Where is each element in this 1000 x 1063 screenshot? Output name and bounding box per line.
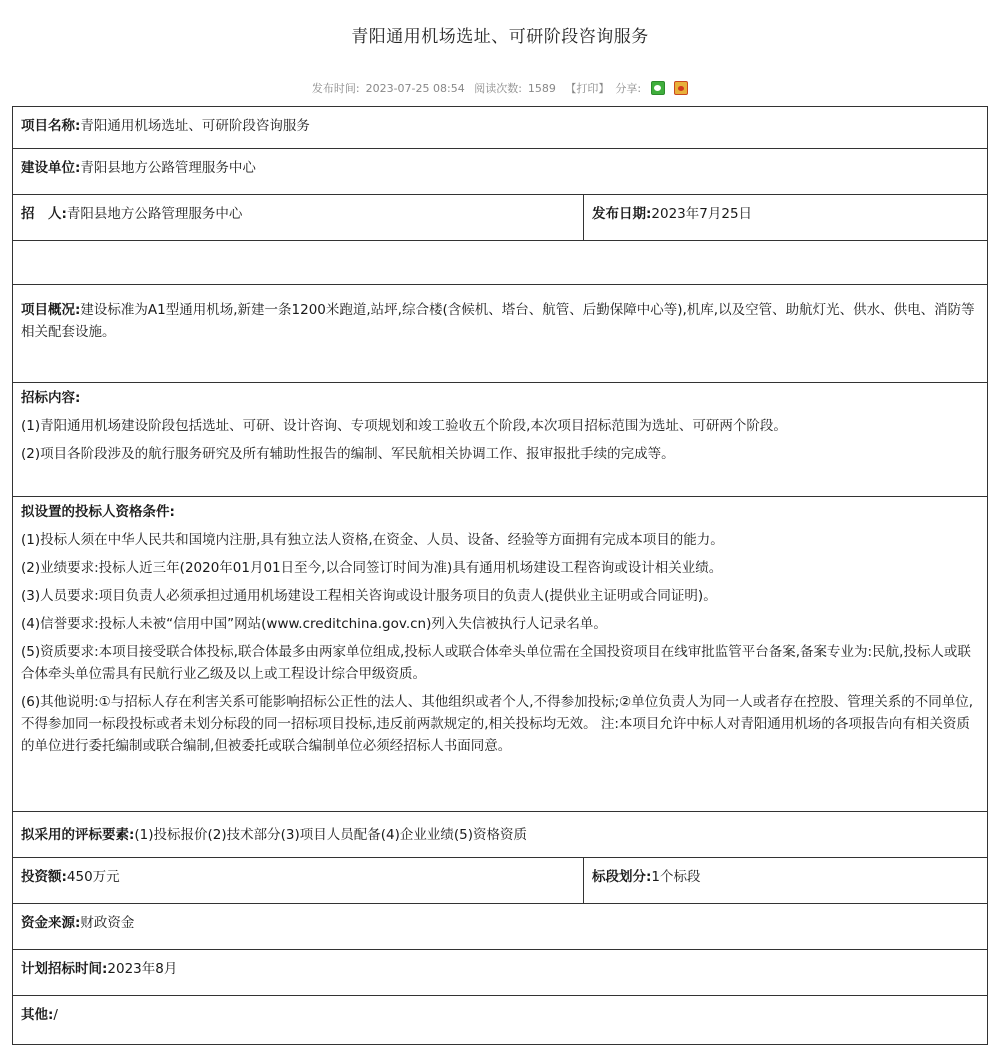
weibo-share-icon[interactable] <box>674 81 688 95</box>
wechat-share-icon[interactable] <box>651 81 665 95</box>
views-label: 阅读次数: <box>474 82 522 95</box>
row-qualification <box>13 497 987 812</box>
content-item: (2)项目各阶段涉及的航行服务研究及所有辅助性报告的编制、军民航相关协调工作、报审报批手续的完成等。 <box>21 446 675 462</box>
lots-label: 标段划分: <box>592 869 652 885</box>
row-evaluation <box>13 812 987 858</box>
publish-label: 发布时间: <box>311 82 360 95</box>
schedule-value: 2023年8月 <box>107 961 178 977</box>
print-link[interactable]: 【打印】 <box>565 82 610 95</box>
row-builder <box>13 149 987 195</box>
project-name-label: 项目名称: <box>21 118 81 134</box>
schedule-label: 计划招标时间: <box>21 961 108 977</box>
evaluation-label: 拟采用的评标要素: <box>21 827 135 843</box>
publish-time: 2023-07-25 08:54 <box>365 82 465 95</box>
row-empty <box>13 241 987 285</box>
row-overview <box>13 285 987 383</box>
publish-date-label: 发布日期: <box>592 206 652 222</box>
row-other <box>13 996 987 1044</box>
row-tenderer <box>13 195 987 241</box>
qualification-item: (5)资质要求:本项目接受联合体投标,联合体最多由两家单位组成,投标人或联合体牵头单位需在全国投资项目在线审批监管平台备案,备案专业为:民航,投标人或联合体牵头单位需具有民航行业乙级及以上或工程设计综合甲级资质。 <box>21 644 971 682</box>
other-value: / <box>53 1007 58 1023</box>
views-count: 1589 <box>527 82 556 95</box>
lots-value: 1个标段 <box>651 869 701 885</box>
project-info-table <box>12 106 988 1045</box>
overview-label: 项目概况: <box>21 302 81 318</box>
row-investment <box>13 858 987 904</box>
share-label: 分享: <box>615 82 642 95</box>
qualification-item: (6)其他说明:①与招标人存在利害关系可能影响招标公正性的法人、其他组织或者个人,不得参加投标;②单位负责人为同一人或者存在控股、管理关系的不同单位,不得参加同一标段投标或者未划分标段的同一招标项目投标,违反前两款规定的,相关投标均无效。 注:本项目允许中标人对青阳通用机场的各项报告向有相关资质的单位进行委托编制或联合编制,但被委托或联合编制单位必须经招标人书面同意。 <box>21 694 974 754</box>
builder-label: 建设单位: <box>21 160 81 176</box>
qualification-item: (3)人员要求:项目负责人必须承担过通用机场建设工程相关咨询或设计服务项目的负责人(提供业主证明或合同证明)。 <box>21 588 717 604</box>
overview-value: 建设标准为A1型通用机场,新建一条1200米跑道,站坪,综合楼(含候机、塔台、航管、后勤保障中心等),机库,以及空管、助航灯光、供水、供电、消防等相关配套设施。 <box>21 302 975 340</box>
funding-label: 资金来源: <box>21 915 81 931</box>
row-content <box>13 383 987 497</box>
qualification-item: (2)业绩要求:投标人近三年(2020年01月01日至今,以合同签订时间为准)具有通用机场建设工程咨询或设计相关业绩。 <box>21 560 723 576</box>
tenderer-label: 招 人: <box>21 206 67 222</box>
article-meta <box>0 80 1000 96</box>
qualification-item: (1)投标人须在中华人民共和国境内注册,具有独立法人资格,在资金、人员、设备、经验等方面拥有完成本项目的能力。 <box>21 532 724 548</box>
investment-label: 投资额: <box>21 869 67 885</box>
evaluation-value: (1)投标报价(2)技术部分(3)项目人员配备(4)企业业绩(5)资格资质 <box>134 827 528 843</box>
funding-value: 财政资金 <box>80 915 135 931</box>
builder-value: 青阳县地方公路管理服务中心 <box>80 160 256 176</box>
qualification-label: 拟设置的投标人资格条件: <box>21 504 175 520</box>
row-schedule <box>13 950 987 996</box>
project-name-value: 青阳通用机场选址、可研阶段咨询服务 <box>80 118 310 134</box>
page-title: 青阳通用机场选址、可研阶段咨询服务 <box>351 27 649 47</box>
publish-date-value: 2023年7月25日 <box>651 206 753 222</box>
content-item: (1)青阳通用机场建设阶段包括选址、可研、设计咨询、专项规划和竣工验收五个阶段,本次项目招标范围为选址、可研两个阶段。 <box>21 418 787 434</box>
qualification-item: (4)信誉要求:投标人未被“信用中国”网站(www.creditchina.gov.cn)列入失信被执行人记录名单。 <box>21 616 607 632</box>
row-project-name <box>13 107 987 149</box>
content-label: 招标内容: <box>21 390 81 406</box>
row-funding <box>13 904 987 950</box>
other-label: 其他: <box>21 1007 54 1023</box>
tenderer-value: 青阳县地方公路管理服务中心 <box>66 206 243 222</box>
investment-value: 450万元 <box>66 869 120 885</box>
